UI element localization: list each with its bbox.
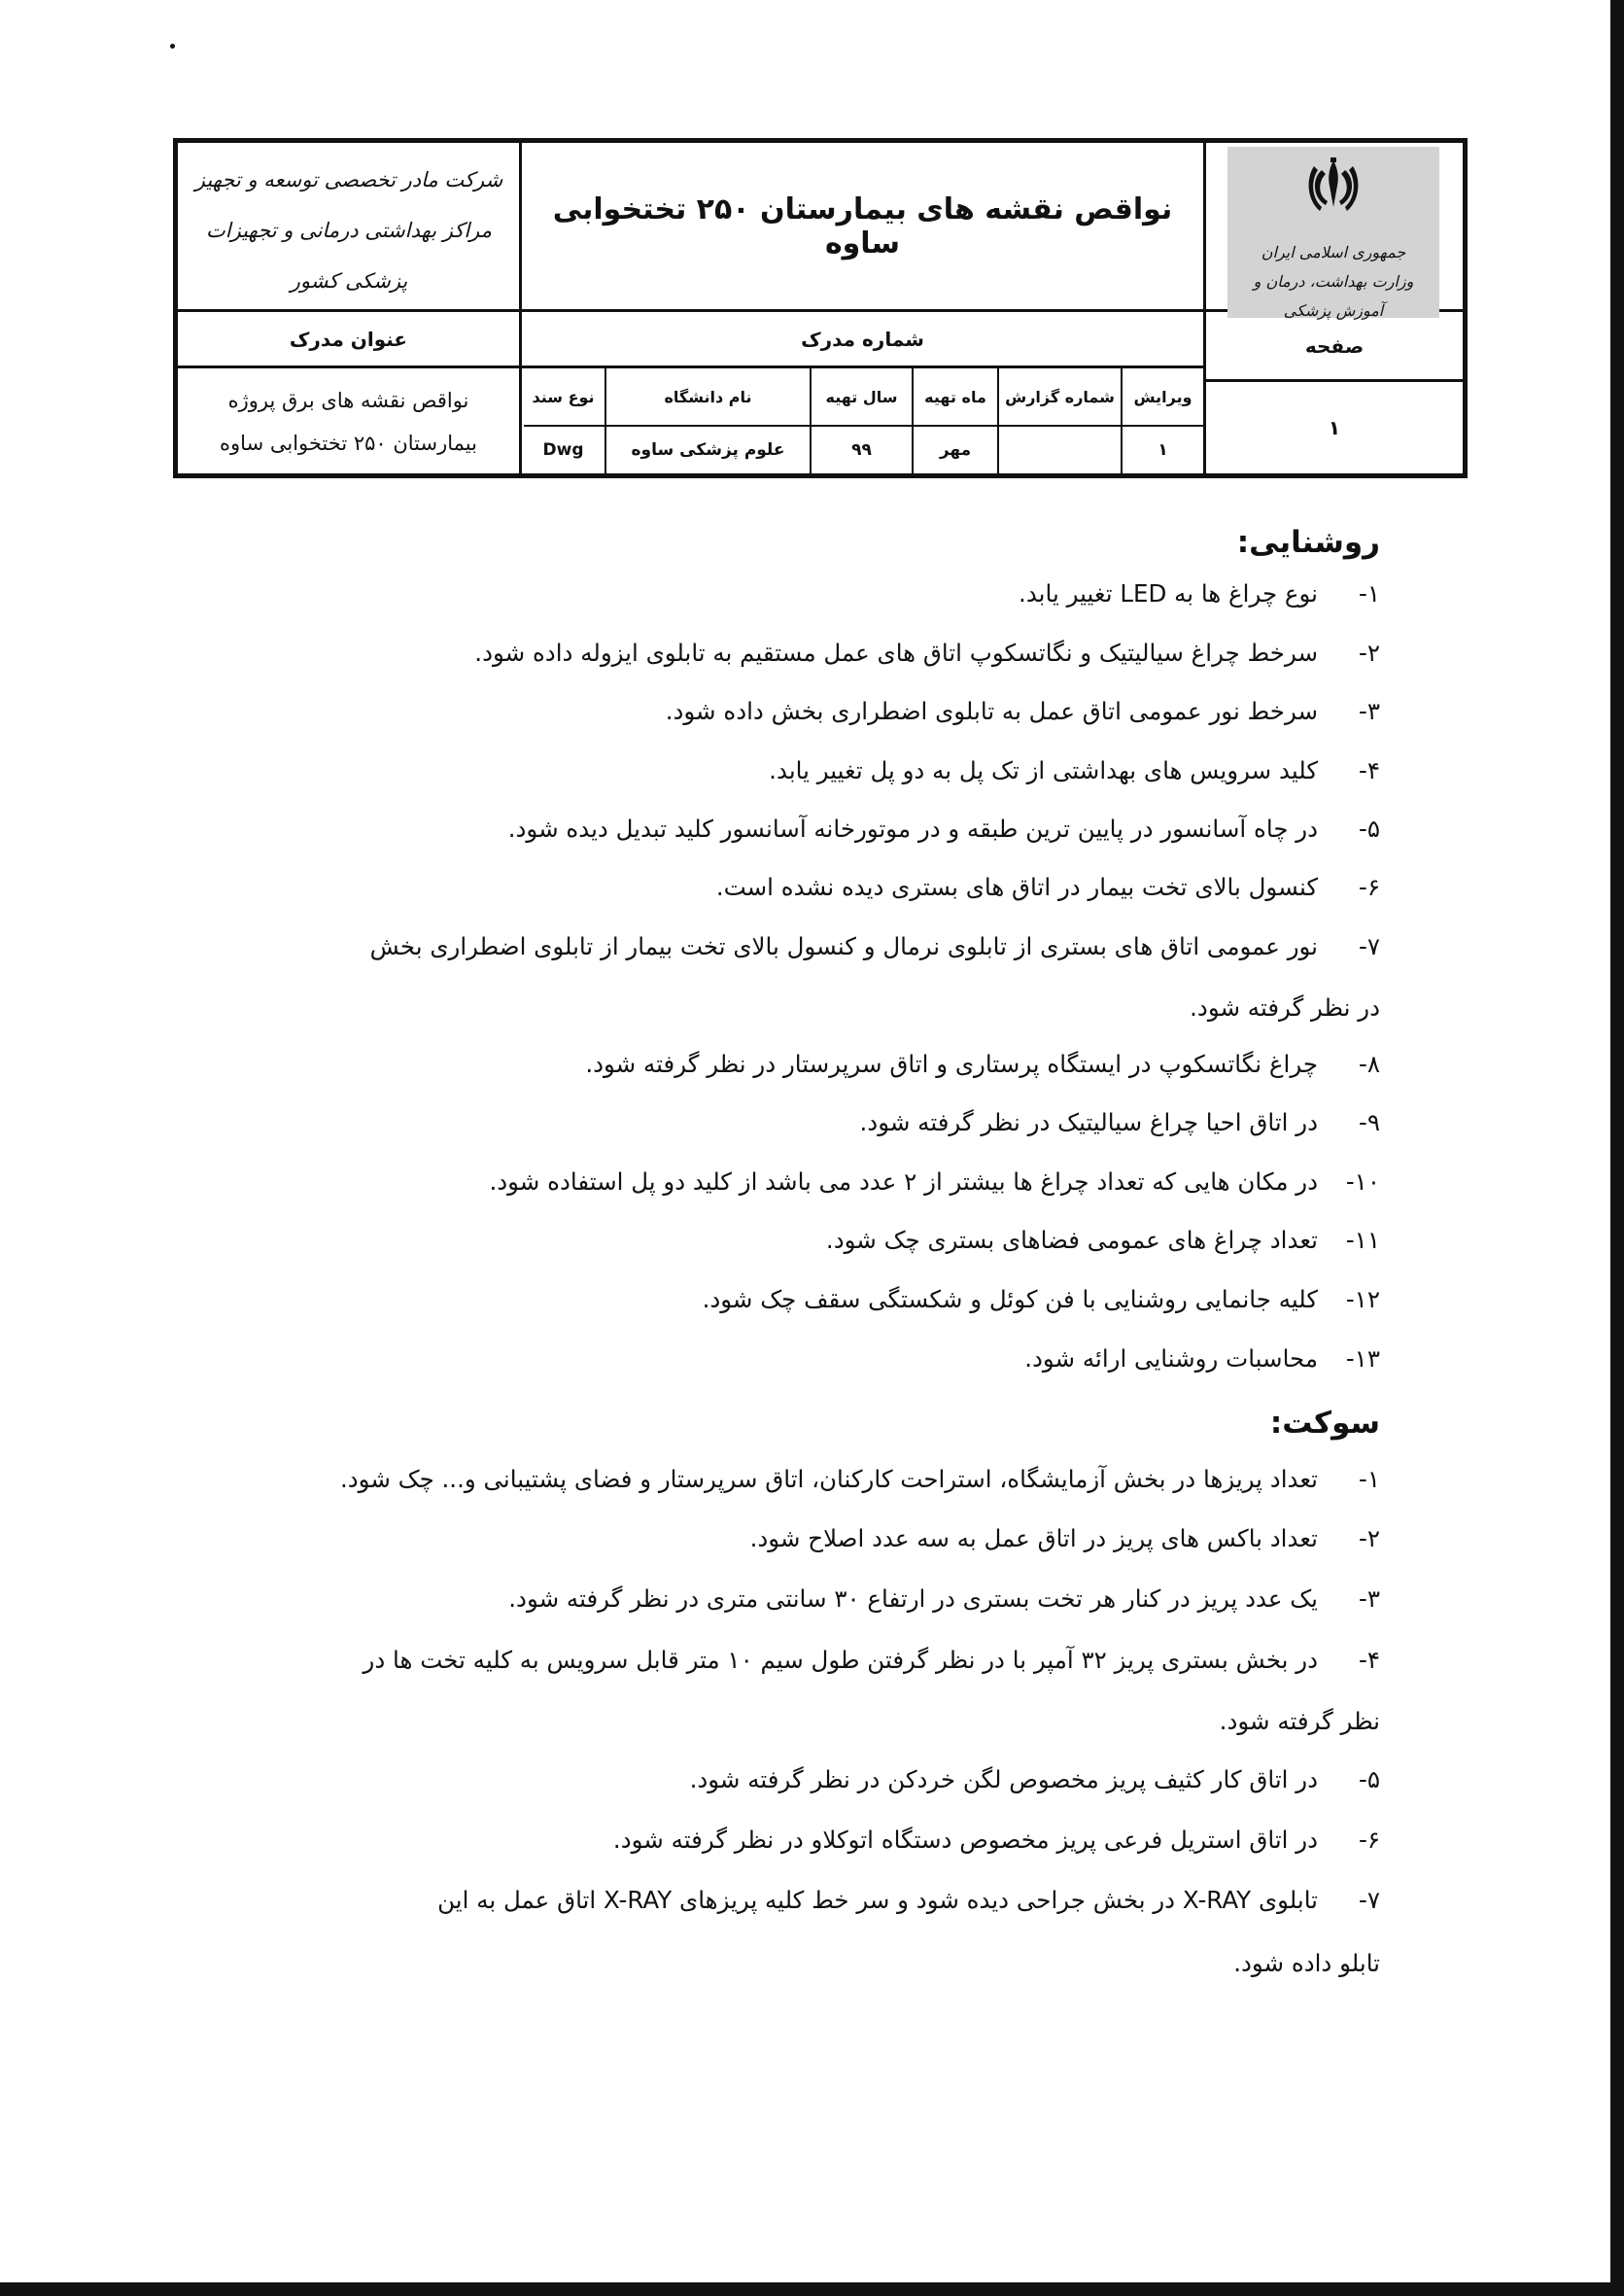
list-item xyxy=(508,1584,1380,1613)
doc-title-value xyxy=(178,368,519,473)
document-title: نواقص نقشه های بیمارستان ۲۵۰ تختخوابی ساوه xyxy=(552,191,1173,261)
list-item xyxy=(370,932,1380,960)
item-text: در اتاق استریل فرعی پریز مخصوص دستگاه اتوکلاو در نظر گرفته شود. xyxy=(612,1826,1318,1854)
doc-title-line-1: نواقص نقشه های برق پروژه xyxy=(227,389,469,412)
list-item xyxy=(437,1886,1380,1914)
section-heading-lighting: روشنایی: xyxy=(1236,525,1380,560)
company-line-2: پزشکی کشور xyxy=(290,269,408,293)
item-number: ۱۳- xyxy=(1345,1344,1380,1373)
company-line-1: شرکت مادر تخصصی توسعه و تجهیز مراکز بهداشتی درمانی و تجهیزات xyxy=(194,168,503,242)
item-number: ۴- xyxy=(1358,1646,1380,1674)
item-number: ۲- xyxy=(1358,639,1380,667)
list-item xyxy=(585,1050,1380,1078)
item-number: ۱۰- xyxy=(1345,1167,1380,1196)
university-label: نام دانشگاه xyxy=(664,387,752,406)
item-text: نوع چراغ ها به LED تغییر یابد. xyxy=(1019,579,1318,608)
item-number: ۱- xyxy=(1358,1465,1380,1493)
item-number: ۱- xyxy=(1358,579,1380,608)
revision-label: ویرایش xyxy=(1133,387,1192,406)
item-text: کلید سرویس های بهداشتی از تک پل به دو پل تغییر یابد. xyxy=(769,756,1318,784)
item-number: ۱۲- xyxy=(1345,1285,1380,1313)
item-number: ۷- xyxy=(1358,932,1380,960)
list-item xyxy=(340,1465,1380,1493)
item-continuation: در نظر گرفته شود. xyxy=(1190,993,1380,1022)
doc-title-label: عنوان مدرک xyxy=(289,327,408,351)
item-text: محاسبات روشنایی ارائه شود. xyxy=(1024,1344,1318,1373)
item-text: در چاه آسانسور در پایین ترین طبقه و در موتورخانه آسانسور کلید تبدیل دیده شود. xyxy=(507,815,1318,843)
list-item xyxy=(860,1108,1380,1136)
list-item xyxy=(769,756,1380,784)
doc-title-line-2: بیمارستان ۲۵۰ تختخوابی ساوه xyxy=(220,432,477,455)
list-item xyxy=(474,639,1380,667)
item-text: تعداد چراغ های عمومی فضاهای بستری چک شود. xyxy=(825,1226,1318,1254)
list-item xyxy=(613,1826,1380,1854)
list-item xyxy=(716,873,1380,901)
list-item xyxy=(363,1646,1381,1674)
list-item xyxy=(666,697,1380,725)
month-label: ماه تهیه xyxy=(924,387,986,406)
list-item xyxy=(1024,1344,1380,1373)
item-text: در اتاق احیا چراغ سیالیتیک در نظر گرفته شود. xyxy=(859,1108,1318,1136)
item-continuation: تابلو داده شود. xyxy=(1233,1949,1380,1977)
item-text: تابلوی X-RAY در بخش جراحی دیده شود و سر خط کلیه پریزهای X-RAY اتاق عمل به این xyxy=(437,1886,1318,1914)
list-item xyxy=(750,1524,1380,1552)
item-text: کنسول بالای تخت بیمار در اتاق های بستری دیده نشده است. xyxy=(715,873,1318,901)
item-number: ۱۱- xyxy=(1345,1226,1380,1254)
list-item xyxy=(690,1765,1380,1793)
report-number-label: شماره گزارش xyxy=(1005,387,1115,406)
item-number: ۶- xyxy=(1358,1826,1380,1854)
page-value: ۱ xyxy=(1328,416,1341,439)
emblem-icon xyxy=(1304,157,1363,217)
item-text: تعداد باکس های پریز در اتاق عمل به سه عدد اصلاح شود. xyxy=(749,1524,1318,1552)
item-number: ۴- xyxy=(1358,756,1380,784)
item-number: ۷- xyxy=(1358,1886,1380,1914)
university-value: علوم پزشکی ساوه xyxy=(631,440,785,460)
item-text: در مکان هایی که تعداد چراغ ها بیشتر از ۲ عدد می باشد از کلید دو پل استفاده شود. xyxy=(489,1167,1318,1196)
scan-dot xyxy=(170,44,175,49)
year-label: سال تهیه xyxy=(825,387,898,406)
item-text: چراغ نگاتسکوپ در ایستگاه پرستاری و اتاق سرپرستار در نظر گرفته شود. xyxy=(585,1050,1318,1078)
item-text: کلیه جانمایی روشنایی با فن کوئل و شکستگی سقف چک شود. xyxy=(702,1285,1318,1313)
doc-type-value: Dwg xyxy=(542,440,584,460)
revision-value: ۱ xyxy=(1158,440,1168,460)
item-continuation: نظر گرفته شود. xyxy=(1219,1707,1380,1735)
list-item xyxy=(703,1285,1380,1313)
list-item xyxy=(489,1167,1380,1196)
header-table xyxy=(173,138,1468,478)
item-text: تعداد پریزها در بخش آزمایشگاه، استراحت کارکنان، اتاق سرپرستار و فضای پشتیبانی و... چک شود. xyxy=(339,1465,1318,1493)
logo-line-2: وزارت بهداشت، درمان و آموزش پزشکی xyxy=(1253,272,1414,320)
doc-number-label: شماره مدرک xyxy=(801,327,924,351)
list-item xyxy=(1019,579,1380,608)
section-heading-socket: سوکت: xyxy=(1269,1406,1380,1441)
item-number: ۵- xyxy=(1358,1765,1380,1793)
item-text: در اتاق کار کثیف پریز مخصوص لگن خردکن در نظر گرفته شود. xyxy=(689,1765,1318,1793)
item-number: ۵- xyxy=(1358,815,1380,843)
item-number: ۹- xyxy=(1358,1108,1380,1136)
item-number: ۲- xyxy=(1358,1524,1380,1552)
ministry-logo xyxy=(1227,147,1439,318)
company-name xyxy=(182,149,516,304)
year-value: ۹۹ xyxy=(851,440,872,460)
doc-type-label: نوع سند xyxy=(532,387,595,406)
item-number: ۶- xyxy=(1358,873,1380,901)
item-text: در بخش بستری پریز ۳۲ آمپر با در نظر گرفتن طول سیم ۱۰ متر قابل سرویس به کلیه تخت ها در xyxy=(363,1646,1318,1674)
item-text: نور عمومی اتاق های بستری از تابلوی نرمال و کنسول بالای تخت بیمار از تابلوی اضطراری بخش xyxy=(369,932,1318,960)
page-label: صفحه xyxy=(1304,333,1365,358)
item-number: ۳- xyxy=(1358,697,1380,725)
item-text: یک عدد پریز در کنار هر تخت بستری در ارتفاع ۳۰ سانتی متری در نظر گرفته شود. xyxy=(508,1584,1318,1613)
item-number: ۳- xyxy=(1358,1584,1380,1613)
month-value: مهر xyxy=(939,440,972,460)
list-item xyxy=(508,815,1380,843)
list-item xyxy=(826,1226,1380,1254)
logo-line-1: جمهوری اسلامی ایران xyxy=(1261,243,1406,261)
report-number-value xyxy=(999,427,1121,473)
item-text: سرخط چراغ سیالیتیک و نگاتسکوپ اتاق های عمل مستقیم به تابلوی ایزوله داده شود. xyxy=(474,639,1318,667)
item-text: سرخط نور عمومی اتاق عمل به تابلوی اضطراری بخش داده شود. xyxy=(665,697,1318,725)
item-number: ۸- xyxy=(1358,1050,1380,1078)
